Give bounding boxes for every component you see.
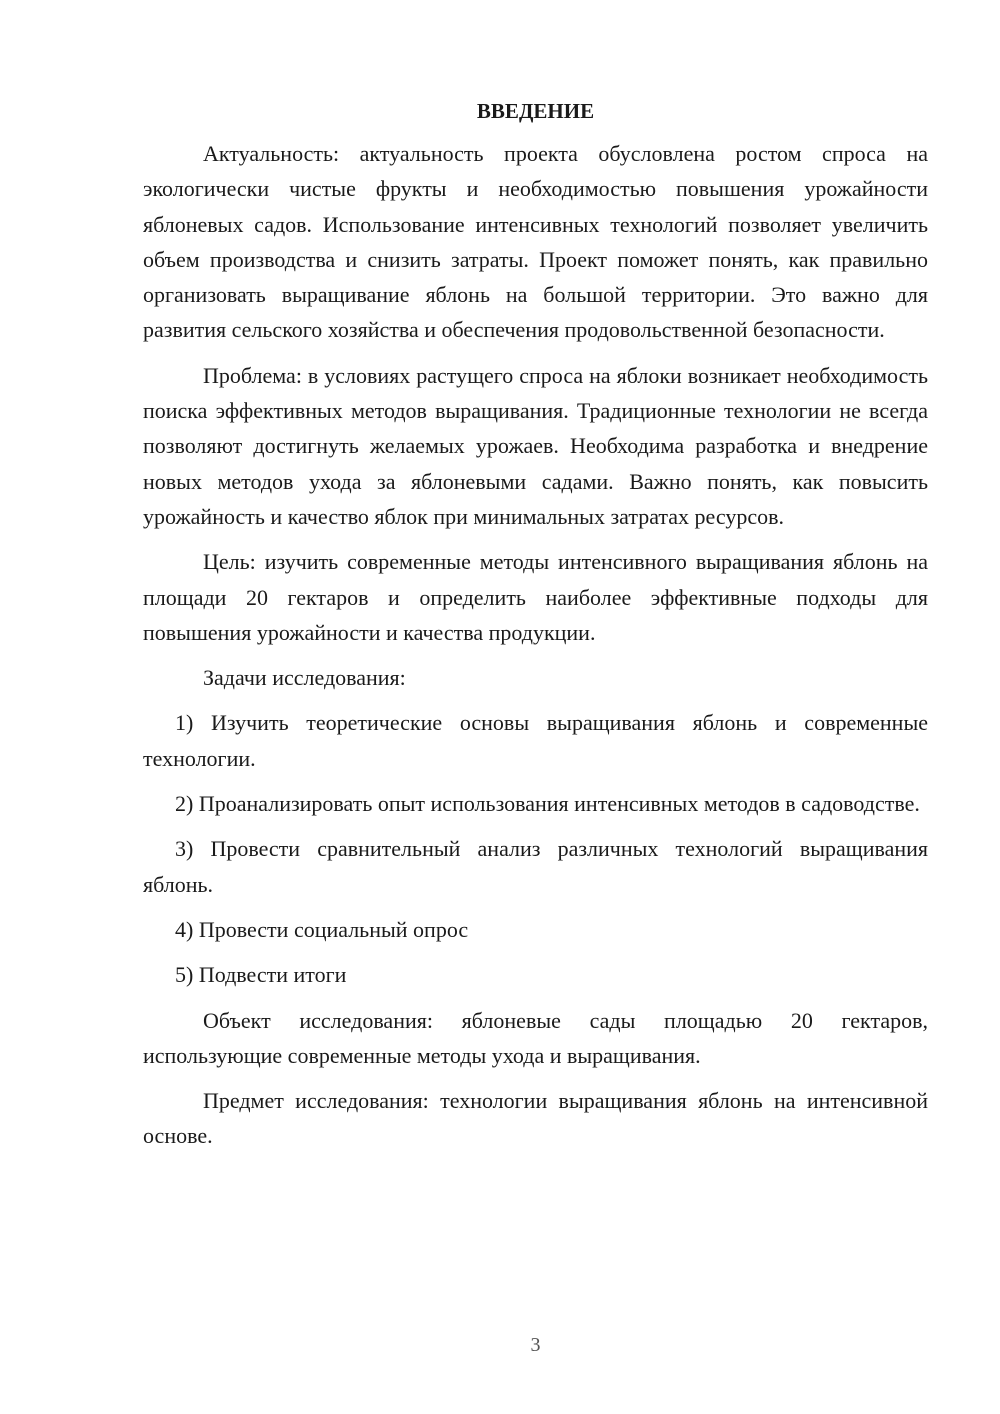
paragraph-object: Объект исследования: яблоневые сады площадью 20 гектаров, использующие современные методы ухода и выращивания. <box>143 1007 928 1068</box>
task-item: 1) Изучить теоретические основы выращивания яблонь и современные технологии. <box>143 710 928 771</box>
page-number: 3 <box>530 1334 541 1356</box>
page-content <box>143 96 928 1164</box>
task-item: 2) Проанализировать опыт использования интенсивных методов в садоводстве. <box>175 791 920 817</box>
paragraph-goal: Цель: изучить современные методы интенсивного выращивания яблонь на площади 20 гектаров и определить наиболее эффективные подходы для повышения урожайности и качества продукции. <box>143 549 928 645</box>
tasks-heading: Задачи исследования: <box>203 665 406 691</box>
task-item: 5) Подвести итоги <box>175 962 347 988</box>
task-item: 4) Провести социальный опрос <box>175 916 469 942</box>
paragraph-relevance: Актуальность: актуальность проекта обусловлена ростом спроса на экологически чистые фрукты и необходимостью повышения урожайности яблоневых садов. Использование интенсивных технологий позволяет увеличить объем производства и снизить затраты. Проект поможет понять, как правильно организовать выращивание яблонь на большой территории. Это важно для развития сельского хозяйства и обеспечения продовольственной безопасности. <box>143 141 928 343</box>
task-item: 3) Провести сравнительный анализ различных технологий выращивания яблонь. <box>143 836 928 897</box>
paragraph-problem: Проблема: в условиях растущего спроса на яблоки возникает необходимость поиска эффективных методов выращивания. Традиционные технологии не всегда позволяют достигнуть желаемых урожаев. Необходима разработка и внедрение новых методов ухода за яблоневыми садами. Важно понять, как повысить урожайность и качество яблок при минимальных затратах ресурсов. <box>143 362 928 529</box>
paragraph-subject: Предмет исследования: технологии выращивания яблонь на интенсивной основе. <box>143 1088 928 1149</box>
page-title: ВВЕДЕНИЕ <box>476 99 595 123</box>
